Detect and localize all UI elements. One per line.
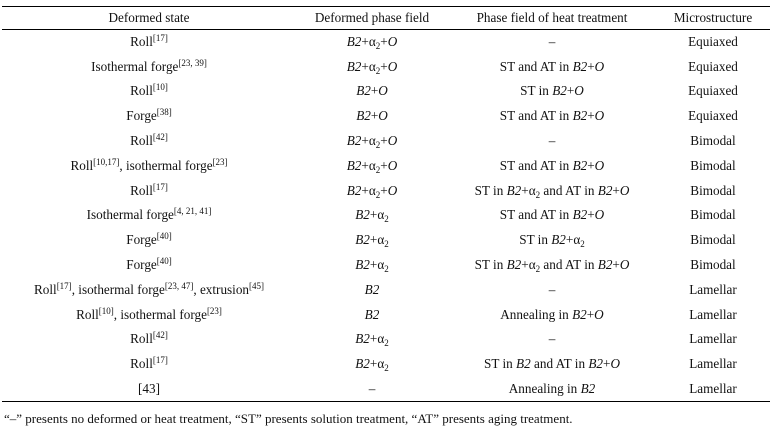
cell-deformed-phase-field: $B2+\alpha_2$	[355, 331, 389, 349]
cell-microstructure: Bimodal	[690, 257, 736, 273]
cell-deformed-state: Roll[17]	[130, 181, 168, 198]
cell-heat-treatment: Annealing in B2	[448, 377, 656, 402]
cell-heat-treatment: –	[548, 133, 556, 149]
table-row	[2, 203, 770, 228]
cell-deformed-state: Isothermal forge[4, 21, 41]	[86, 206, 212, 223]
header-deformed-phase-field: Deformed phase field	[296, 7, 448, 30]
cell-microstructure: Bimodal	[690, 182, 736, 198]
table-row	[2, 277, 770, 302]
cell-deformed-phase-field: –	[296, 377, 448, 402]
cell-deformed-state: Isothermal forge[23, 39]	[91, 57, 207, 74]
cell-deformed-phase-field: $B2+\alpha_2+O$	[346, 58, 398, 76]
cell-deformed-state: Forge[40]	[126, 231, 172, 248]
header-phase-field-heat-treatment: Phase field of heat treatment	[448, 7, 656, 30]
table-row	[2, 79, 770, 104]
header-deformed-state: Deformed state	[2, 7, 296, 30]
table-row	[2, 129, 770, 154]
cell-microstructure: Lamellar	[689, 306, 737, 322]
cell-deformed-state: [43]	[2, 377, 296, 402]
cell-deformed-state: Roll[10], isothermal forge[23]	[76, 305, 222, 322]
cell-deformed-state: Roll[17]	[130, 33, 168, 50]
table-row	[2, 352, 770, 377]
table-row	[2, 153, 770, 178]
cell-microstructure: Equiaxed	[688, 58, 738, 74]
cell-microstructure: Lamellar	[656, 377, 770, 402]
cell-heat-treatment: ST in $B2+\alpha_2$	[519, 232, 585, 250]
data-table	[2, 6, 770, 402]
cell-deformed-state: Forge[38]	[126, 107, 172, 124]
table-row	[2, 178, 770, 203]
cell-deformed-phase-field: B2	[364, 306, 380, 322]
cell-microstructure: Lamellar	[689, 331, 737, 347]
cell-heat-treatment: –	[548, 331, 556, 347]
cell-microstructure: Lamellar	[689, 281, 737, 297]
table-footnote: “–” presents no deformed or heat treatment, “ST” presents solution treatment, “AT” presents aging treatment.	[4, 411, 573, 426]
cell-deformed-phase-field: B2	[364, 281, 380, 297]
header-microstructure: Microstructure	[656, 7, 770, 30]
cell-deformed-state: Roll[10,17], isothermal forge[23]	[70, 156, 228, 173]
cell-heat-treatment: ST in $B2+\alpha_2$ and AT in B2+O	[474, 257, 630, 275]
cell-deformed-phase-field: $B2+\alpha_2$	[355, 257, 389, 275]
cell-microstructure: Bimodal	[690, 207, 736, 223]
table-row	[2, 30, 770, 55]
cell-deformed-state: Forge[40]	[126, 256, 172, 273]
cell-deformed-phase-field: $B2+\alpha_2$	[355, 356, 389, 374]
table-row	[2, 54, 770, 79]
table-row	[2, 104, 770, 129]
table-body	[2, 30, 770, 402]
cell-microstructure: Equiaxed	[688, 34, 738, 50]
cell-deformed-state: Roll[17]	[130, 355, 168, 372]
cell-microstructure: Bimodal	[690, 232, 736, 248]
table-header-row	[2, 7, 770, 30]
cell-heat-treatment: ST in $B2+\alpha_2$ and AT in B2+O	[474, 182, 630, 200]
cell-heat-treatment: ST and AT in B2+O	[499, 58, 605, 74]
cell-deformed-phase-field: $B2+\alpha_2+O$	[346, 182, 398, 200]
cell-microstructure: Equiaxed	[688, 108, 738, 124]
cell-heat-treatment: –	[548, 281, 556, 297]
cell-deformed-state: Roll[42]	[130, 132, 168, 149]
cell-microstructure: Lamellar	[689, 356, 737, 372]
cell-microstructure: Bimodal	[690, 157, 736, 173]
cell-heat-treatment: –	[548, 34, 556, 50]
cell-heat-treatment: ST in B2+O	[520, 83, 584, 99]
table-row	[2, 302, 770, 327]
cell-heat-treatment: ST and AT in B2+O	[499, 157, 605, 173]
cell-heat-treatment: ST in B2 and AT in B2+O	[484, 356, 620, 372]
cell-deformed-phase-field: $B2+\alpha_2+O$	[346, 133, 398, 151]
cell-deformed-phase-field: $B2+\alpha_2$	[355, 232, 389, 250]
table-row	[2, 327, 770, 352]
table-row	[2, 228, 770, 253]
cell-heat-treatment: Annealing in B2+O	[500, 306, 604, 322]
cell-deformed-phase-field: $B2+\alpha_2+O$	[346, 34, 398, 52]
cell-deformed-state: Roll[10]	[130, 82, 168, 99]
cell-heat-treatment: ST and AT in B2+O	[499, 108, 605, 124]
table-row	[2, 253, 770, 278]
table-row	[2, 377, 770, 402]
cell-deformed-phase-field: $B2+\alpha_2$	[355, 207, 389, 225]
cell-deformed-phase-field: $B2+\alpha_2+O$	[346, 157, 398, 175]
cell-microstructure: Equiaxed	[688, 83, 738, 99]
cell-deformed-state: Roll[42]	[130, 330, 168, 347]
cell-deformed-phase-field: B2+O	[356, 83, 388, 99]
cell-heat-treatment: ST and AT in B2+O	[499, 207, 605, 223]
cell-microstructure: Bimodal	[690, 133, 736, 149]
cell-deformed-phase-field: B2+O	[356, 108, 388, 124]
cell-deformed-state: Roll[17], isothermal forge[23, 47], extrusion[45]	[33, 280, 265, 297]
